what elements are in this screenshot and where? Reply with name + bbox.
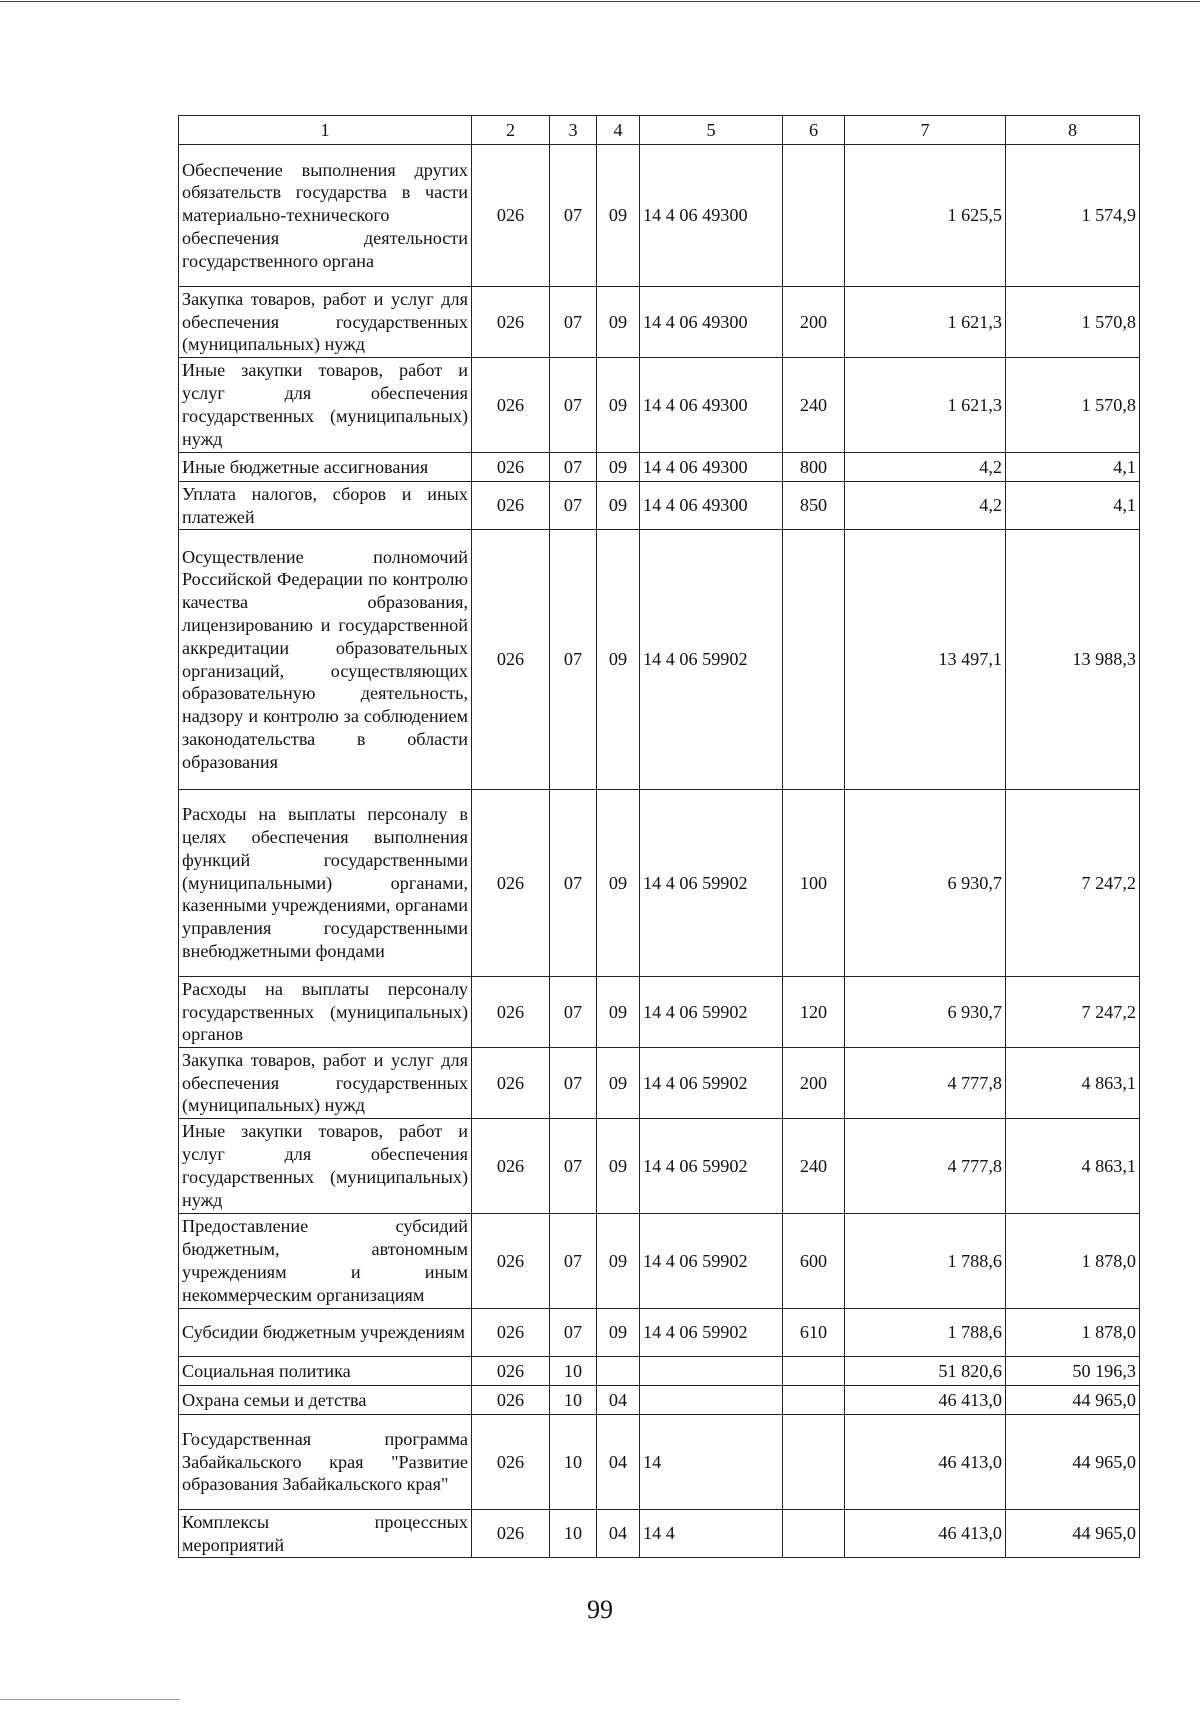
amount-year-2: 50 196,3 <box>1006 1357 1140 1386</box>
table-row <box>179 482 1140 530</box>
expense-type-code: 100 <box>783 790 845 977</box>
table-row <box>179 1415 1140 1510</box>
target-article-code: 14 4 06 49300 <box>640 145 783 287</box>
section-code: 07 <box>550 1048 597 1119</box>
amount-year-2: 4 863,1 <box>1006 1119 1140 1214</box>
target-article-code: 14 4 06 49300 <box>640 287 783 358</box>
amount-year-1: 4,2 <box>845 453 1006 482</box>
table-row <box>179 1048 1140 1119</box>
section-code: 07 <box>550 287 597 358</box>
row-name: Охрана семьи и детства <box>179 1386 472 1415</box>
subsection-code: 09 <box>597 453 640 482</box>
row-name: Уплата налогов, сборов и иных платежей <box>179 482 472 530</box>
amount-year-2: 1 878,0 <box>1006 1309 1140 1357</box>
grbs-code: 026 <box>472 145 550 287</box>
grbs-code: 026 <box>472 1214 550 1309</box>
section-code: 10 <box>550 1415 597 1510</box>
target-article-code: 14 4 06 59902 <box>640 1309 783 1357</box>
row-name: Расходы на выплаты персоналу в целях обеспечения выполнения функций государственными (муниципальными) органами, казенными учреждениями, органами управления государственными внебюджетными фондами <box>179 790 472 977</box>
table-row <box>179 453 1140 482</box>
amount-year-2: 13 988,3 <box>1006 530 1140 790</box>
row-name: Комплексы процессных мероприятий <box>179 1510 472 1558</box>
amount-year-2: 1 574,9 <box>1006 145 1140 287</box>
table-row <box>179 1510 1140 1558</box>
expense-type-code: 200 <box>783 1048 845 1119</box>
subsection-code <box>597 1357 640 1386</box>
target-article-code: 14 4 06 59902 <box>640 1214 783 1309</box>
amount-year-2: 7 247,2 <box>1006 790 1140 977</box>
row-name: Расходы на выплаты персоналу государственных (муниципальных) органов <box>179 977 472 1048</box>
row-name: Закупка товаров, работ и услуг для обеспечения государственных (муниципальных) нужд <box>179 287 472 358</box>
grbs-code: 026 <box>472 790 550 977</box>
expense-type-code <box>783 145 845 287</box>
expense-type-code <box>783 1357 845 1386</box>
section-code: 07 <box>550 482 597 530</box>
amount-year-1: 13 497,1 <box>845 530 1006 790</box>
target-article-code: 14 <box>640 1415 783 1510</box>
section-code: 10 <box>550 1357 597 1386</box>
subsection-code: 09 <box>597 1119 640 1214</box>
amount-year-1: 46 413,0 <box>845 1510 1006 1558</box>
expense-type-code <box>783 1386 845 1415</box>
section-code: 07 <box>550 453 597 482</box>
grbs-code: 026 <box>472 1357 550 1386</box>
section-code: 10 <box>550 1386 597 1415</box>
target-article-code: 14 4 06 49300 <box>640 358 783 453</box>
subsection-code: 04 <box>597 1510 640 1558</box>
amount-year-2: 4 863,1 <box>1006 1048 1140 1119</box>
expense-type-code: 200 <box>783 287 845 358</box>
table-row <box>179 790 1140 977</box>
column-number: 5 <box>640 116 783 145</box>
page-number: 99 <box>587 1595 613 1624</box>
table-row <box>179 287 1140 358</box>
amount-year-2: 44 965,0 <box>1006 1386 1140 1415</box>
amount-year-2: 44 965,0 <box>1006 1510 1140 1558</box>
target-article-code <box>640 1386 783 1415</box>
row-name: Предоставление субсидий бюджетным, автономным учреждениям и иным некоммерческим организациям <box>179 1214 472 1309</box>
amount-year-1: 6 930,7 <box>845 790 1006 977</box>
amount-year-2: 4,1 <box>1006 482 1140 530</box>
row-name: Государственная программа Забайкальского края "Развитие образования Забайкальского края" <box>179 1415 472 1510</box>
table-row <box>179 1119 1140 1214</box>
amount-year-1: 51 820,6 <box>845 1357 1006 1386</box>
target-article-code <box>640 1357 783 1386</box>
row-name: Осуществление полномочий Российской Федерации по контролю качества образования, лицензированию и государственной аккредитации образовательных организаций, осуществляющих образовательную деятельность, надзору и контролю за соблюдением законодательства в области образования <box>179 530 472 790</box>
amount-year-2: 1 570,8 <box>1006 287 1140 358</box>
section-code: 07 <box>550 977 597 1048</box>
section-code: 10 <box>550 1510 597 1558</box>
expense-type-code: 600 <box>783 1214 845 1309</box>
column-number-row <box>179 116 1140 145</box>
subsection-code: 09 <box>597 482 640 530</box>
scan-top-edge <box>0 1 1200 2</box>
target-article-code: 14 4 06 59902 <box>640 530 783 790</box>
section-code: 07 <box>550 1119 597 1214</box>
amount-year-2: 1 570,8 <box>1006 358 1140 453</box>
expense-type-code: 240 <box>783 358 845 453</box>
grbs-code: 026 <box>472 1386 550 1415</box>
row-name: Социальная политика <box>179 1357 472 1386</box>
column-number: 1 <box>179 116 472 145</box>
subsection-code: 09 <box>597 1048 640 1119</box>
expense-type-code: 800 <box>783 453 845 482</box>
table-row <box>179 358 1140 453</box>
target-article-code: 14 4 06 49300 <box>640 453 783 482</box>
table-row <box>179 977 1140 1048</box>
grbs-code: 026 <box>472 1510 550 1558</box>
scan-bottom-edge <box>0 1699 180 1700</box>
section-code: 07 <box>550 145 597 287</box>
row-name: Иные закупки товаров, работ и услуг для обеспечения государственных (муниципальных) нужд <box>179 358 472 453</box>
amount-year-1: 46 413,0 <box>845 1415 1006 1510</box>
expense-type-code: 120 <box>783 977 845 1048</box>
amount-year-1: 6 930,7 <box>845 977 1006 1048</box>
amount-year-2: 7 247,2 <box>1006 977 1140 1048</box>
expense-type-code: 850 <box>783 482 845 530</box>
amount-year-1: 1 788,6 <box>845 1214 1006 1309</box>
column-number: 4 <box>597 116 640 145</box>
amount-year-1: 1 788,6 <box>845 1309 1006 1357</box>
section-code: 07 <box>550 790 597 977</box>
column-number: 2 <box>472 116 550 145</box>
row-name: Обеспечение выполнения других обязательств государства в части материально-технического обеспечения деятельности государственного органа <box>179 145 472 287</box>
expense-type-code: 240 <box>783 1119 845 1214</box>
amount-year-2: 4,1 <box>1006 453 1140 482</box>
subsection-code: 04 <box>597 1386 640 1415</box>
target-article-code: 14 4 06 59902 <box>640 977 783 1048</box>
amount-year-1: 4,2 <box>845 482 1006 530</box>
table-row <box>179 1386 1140 1415</box>
column-number: 7 <box>845 116 1006 145</box>
table-row <box>179 530 1140 790</box>
amount-year-1: 46 413,0 <box>845 1386 1006 1415</box>
expense-type-code <box>783 1415 845 1510</box>
amount-year-1: 4 777,8 <box>845 1048 1006 1119</box>
amount-year-2: 44 965,0 <box>1006 1415 1140 1510</box>
section-code: 07 <box>550 1214 597 1309</box>
target-article-code: 14 4 <box>640 1510 783 1558</box>
grbs-code: 026 <box>472 1415 550 1510</box>
subsection-code: 04 <box>597 1415 640 1510</box>
column-number: 8 <box>1006 116 1140 145</box>
grbs-code: 026 <box>472 1048 550 1119</box>
row-name: Субсидии бюджетным учреждениям <box>179 1309 472 1357</box>
subsection-code: 09 <box>597 790 640 977</box>
table-row <box>179 145 1140 287</box>
column-number: 3 <box>550 116 597 145</box>
grbs-code: 026 <box>472 358 550 453</box>
grbs-code: 026 <box>472 1309 550 1357</box>
amount-year-1: 1 625,5 <box>845 145 1006 287</box>
amount-year-1: 1 621,3 <box>845 358 1006 453</box>
row-name: Иные закупки товаров, работ и услуг для обеспечения государственных (муниципальных) нужд <box>179 1119 472 1214</box>
section-code: 07 <box>550 530 597 790</box>
subsection-code: 09 <box>597 358 640 453</box>
grbs-code: 026 <box>472 482 550 530</box>
column-number: 6 <box>783 116 845 145</box>
budget-table <box>178 115 1140 1558</box>
grbs-code: 026 <box>472 287 550 358</box>
amount-year-1: 4 777,8 <box>845 1119 1006 1214</box>
target-article-code: 14 4 06 59902 <box>640 1048 783 1119</box>
grbs-code: 026 <box>472 1119 550 1214</box>
section-code: 07 <box>550 1309 597 1357</box>
row-name: Закупка товаров, работ и услуг для обеспечения государственных (муниципальных) нужд <box>179 1048 472 1119</box>
section-code: 07 <box>550 358 597 453</box>
subsection-code: 09 <box>597 287 640 358</box>
grbs-code: 026 <box>472 453 550 482</box>
table-row <box>179 1214 1140 1309</box>
subsection-code: 09 <box>597 1309 640 1357</box>
subsection-code: 09 <box>597 530 640 790</box>
expense-type-code <box>783 530 845 790</box>
expense-type-code: 610 <box>783 1309 845 1357</box>
target-article-code: 14 4 06 49300 <box>640 482 783 530</box>
subsection-code: 09 <box>597 977 640 1048</box>
grbs-code: 026 <box>472 530 550 790</box>
expense-type-code <box>783 1510 845 1558</box>
subsection-code: 09 <box>597 145 640 287</box>
target-article-code: 14 4 06 59902 <box>640 790 783 977</box>
target-article-code: 14 4 06 59902 <box>640 1119 783 1214</box>
subsection-code: 09 <box>597 1214 640 1309</box>
amount-year-2: 1 878,0 <box>1006 1214 1140 1309</box>
amount-year-1: 1 621,3 <box>845 287 1006 358</box>
table-row <box>179 1309 1140 1357</box>
table-row <box>179 1357 1140 1386</box>
row-name: Иные бюджетные ассигнования <box>179 453 472 482</box>
grbs-code: 026 <box>472 977 550 1048</box>
